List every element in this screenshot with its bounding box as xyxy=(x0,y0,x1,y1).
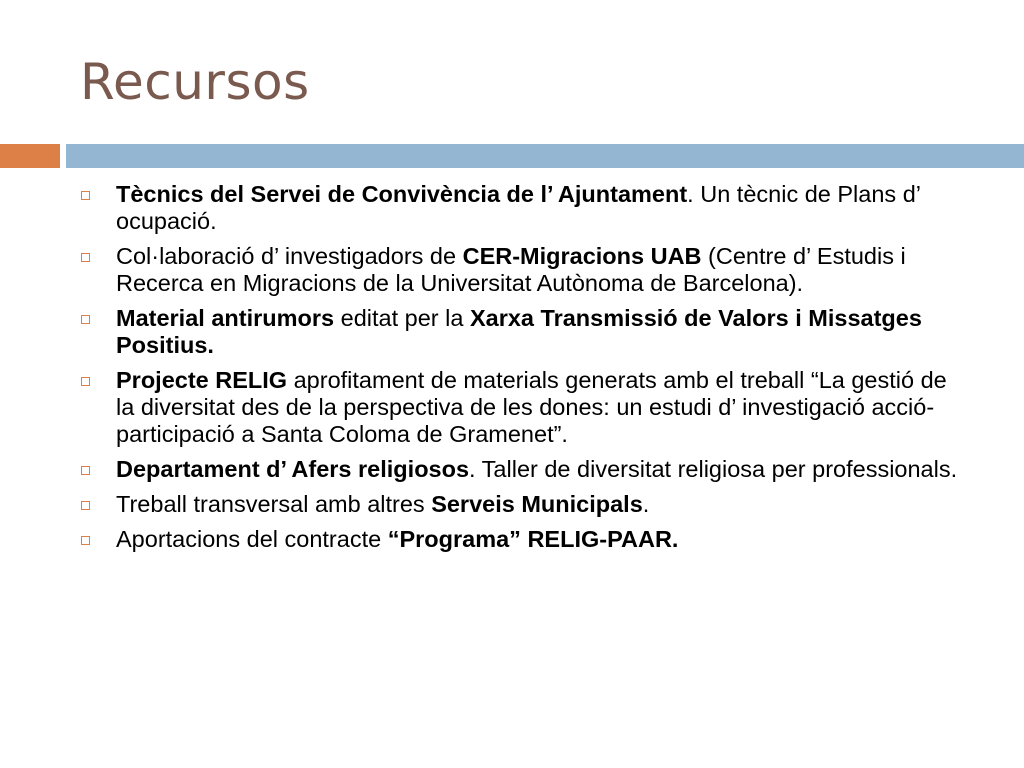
bullet-text xyxy=(116,491,649,517)
bullet-text-bold: Tècnics del Servei de Convivència de l’ Ajuntament xyxy=(116,181,688,207)
bullet-text-segment: . Taller de diversitat religiosa per professionals. xyxy=(469,456,958,482)
bullet-text-bold: CER-Migracions UAB xyxy=(462,243,702,269)
square-bullet-icon xyxy=(81,315,90,324)
bullet-text-segment: Col·laboració d’ investigadors de xyxy=(116,243,463,269)
square-bullet-icon xyxy=(81,501,90,510)
square-bullet-icon xyxy=(81,191,90,200)
bullet-item xyxy=(78,305,968,359)
bullet-item xyxy=(78,456,968,483)
square-bullet-icon xyxy=(81,536,90,545)
bullet-text-bold: Xarxa Transmissió de Valors i Missatges Positius. xyxy=(116,305,922,358)
bullet-item xyxy=(78,526,968,553)
bullet-text xyxy=(116,181,920,234)
bullet-text-bold: Departament d’ Afers religiosos xyxy=(116,456,470,482)
bullet-item xyxy=(78,491,968,518)
title-accent-bar-orange xyxy=(0,144,60,168)
bullet-item xyxy=(78,243,968,297)
bullet-text xyxy=(116,456,957,482)
bullet-text xyxy=(116,243,906,296)
title-accent-bar-blue xyxy=(66,144,1024,168)
bullet-text-bold: Serveis Municipals xyxy=(431,491,643,517)
bullet-item xyxy=(78,367,968,448)
bullet-item xyxy=(78,181,968,235)
bullet-text-bold: Projecte RELIG xyxy=(116,367,288,393)
bullet-list xyxy=(78,181,968,561)
bullet-text-segment: aprofitament de materials generats amb el treball “La gestió de la diversitat des de la perspectiva de les dones: un estudi d’ investigació acció- participació a Santa Coloma de Gramenet”. xyxy=(116,367,947,447)
bullet-text-segment: editat per la xyxy=(334,305,470,331)
bullet-text-bold: Material antirumors xyxy=(116,305,335,331)
slide-title: Recursos xyxy=(80,53,310,111)
bullet-text xyxy=(116,367,947,447)
bullet-text-segment: . xyxy=(642,491,650,517)
square-bullet-icon xyxy=(81,253,90,262)
bullet-text-segment: . Un tècnic de Plans d’ ocupació. xyxy=(116,181,921,234)
bullet-text xyxy=(116,526,678,552)
bullet-text xyxy=(116,305,922,358)
bullet-text-segment: Treball transversal amb altres xyxy=(116,491,432,517)
bullet-text-segment: Aportacions del contracte xyxy=(116,526,388,552)
bullet-text-segment: (Centre d’ Estudis i Recerca en Migracions de la Universitat Autònoma de Barcelona). xyxy=(116,243,906,296)
bullet-text-bold: “Programa” RELIG-PAAR. xyxy=(387,526,679,552)
square-bullet-icon xyxy=(81,377,90,386)
square-bullet-icon xyxy=(81,466,90,475)
